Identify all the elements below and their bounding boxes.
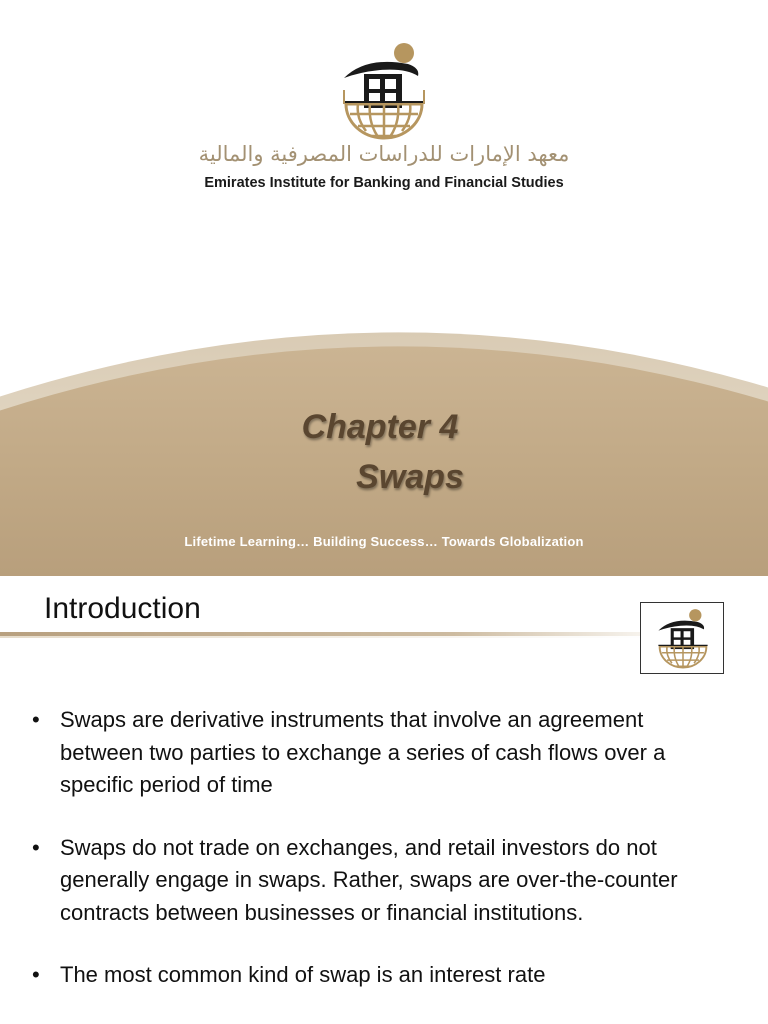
bullet-marker: • xyxy=(32,707,40,732)
bullet-item xyxy=(32,959,692,992)
content-slide xyxy=(0,576,768,1024)
bullet-item xyxy=(32,832,692,930)
bullet-marker: • xyxy=(32,962,40,987)
institute-english-name: Emirates Institute for Banking and Financial Studies xyxy=(204,175,564,191)
bullet-list xyxy=(32,704,692,992)
institute-logo-icon xyxy=(336,38,432,142)
bullet-text: The most common kind of swap is an interest rate xyxy=(60,962,546,987)
institute-logo-icon xyxy=(653,606,713,670)
institute-arabic-name: معهد الإمارات للدراسات المصرفية والمالية xyxy=(198,142,570,166)
title-divider-shadow xyxy=(0,636,648,638)
bullet-text: Swaps do not trade on exchanges, and retail investors do not generally engage in swaps. Rather, swaps are over-the-counter contracts between businesses or financial institutions. xyxy=(60,834,678,925)
logo-frame xyxy=(640,602,724,674)
chapter-number: Chapter 4 xyxy=(301,408,459,446)
bullet-item xyxy=(32,704,692,802)
bullet-marker: • xyxy=(32,834,40,860)
chapter-title xyxy=(0,402,760,502)
slide-title: Introduction xyxy=(44,592,201,625)
bullet-text: Swaps are derivative instruments that involve an agreement between two parties to exchange a series of cash flows over a specific period of time xyxy=(60,707,666,797)
tagline: Lifetime Learning… Building Success… Towards Globalization xyxy=(184,534,584,549)
chapter-topic: Swaps xyxy=(356,458,464,496)
